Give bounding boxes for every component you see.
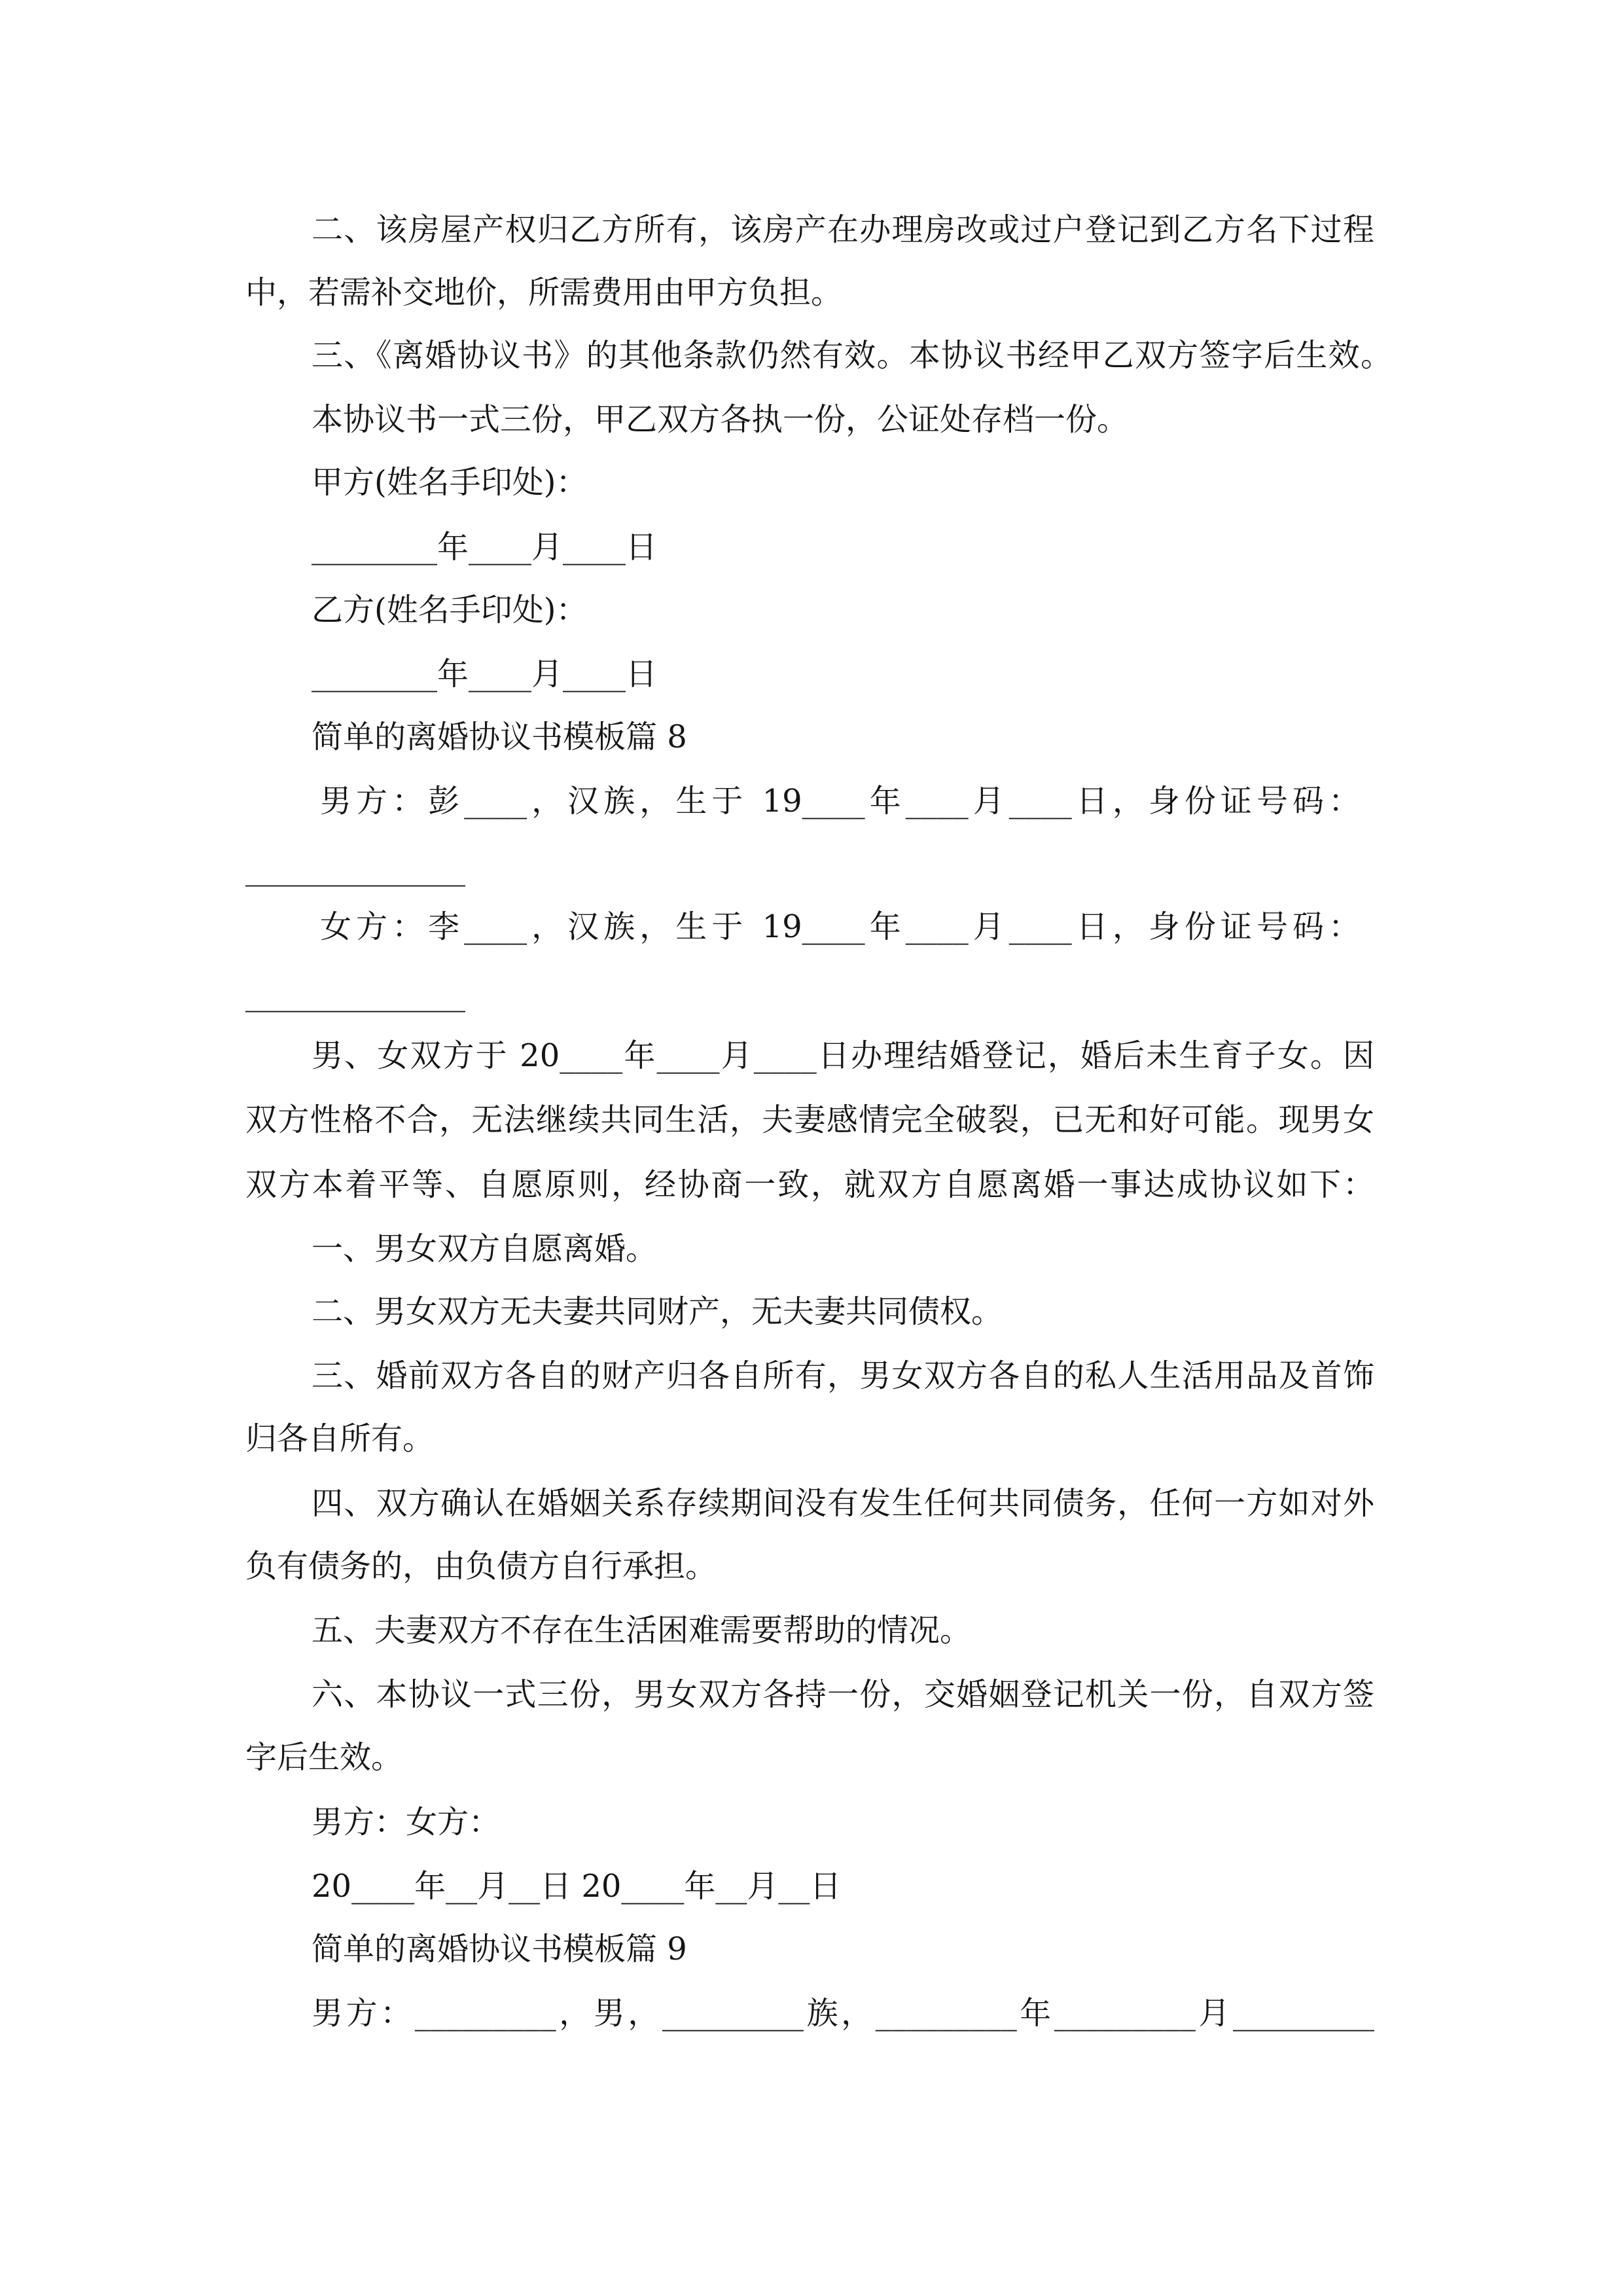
clause-3-line-1: 三、婚前双方各自的财产归各自所有，男女双方各自的私人生活用品及首饰 [312, 1357, 1374, 1394]
clause-4-line-2: 负有债务的，由负债方自行承担。 [245, 1548, 717, 1585]
male-party-info: 男方：彭____，汉族，生于 19____年____月____日，身份证号码： [320, 783, 1360, 819]
section-9-heading: 简单的离婚协议书模板篇 9 [312, 1931, 687, 1967]
intro-line-3: 双方本着平等、自愿原则，经协商一致，就双方自愿离婚一事达成协议如下： [245, 1166, 1374, 1203]
female-party-info: 女方：李____，汉族，生于 19____年____月____日，身份证号码： [320, 908, 1360, 945]
section-8-heading: 简单的离婚协议书模板篇 8 [312, 719, 687, 755]
intro-line-2: 双方性格不合，无法继续共同生活，夫妻感情完全破裂，已无和好可能。现男女 [245, 1102, 1374, 1138]
clause-6-line-1: 六、本协议一式三份，男女双方各持一份，交婚姻登记机关一份，自双方签 [312, 1676, 1374, 1713]
female-id-blank: ______________ [245, 976, 465, 1013]
clause-6-line-2: 字后生效。 [245, 1739, 403, 1776]
clause-3-line-2: 归各自所有。 [245, 1420, 435, 1457]
copies-text: 本协议书一式三份，甲乙双方各执一份，公证处存档一份。 [312, 401, 1129, 438]
male-id-blank: ______________ [245, 850, 465, 887]
clause-2-text: 二、男女双方无夫妻共同财产，无夫妻共同债权。 [312, 1293, 1003, 1330]
section-9-male-party-info: 男方：_________，男，_________族，_________年_________月_________ [312, 1995, 1374, 2032]
party-a-signature-label: 甲方(姓名手印处)： [312, 464, 588, 501]
clause-3-text: 三、《离婚协议书》的其他条款仍然有效。本协议书经甲乙双方签字后生效。 [312, 337, 1392, 374]
signature-labels: 男方：女方： [312, 1804, 501, 1840]
party-b-date-blank: ________年____月____日 [312, 656, 658, 692]
signature-dates: 20____年__月__日 20____年__月__日 [312, 1868, 842, 1905]
intro-line-1: 男、女双方于 20____年____月____日办理结婚登记，婚后未生育子女。因 [312, 1037, 1374, 1074]
clause-2-line-1: 二、该房屋产权归乙方所有，该房产在办理房改或过户登记到乙方名下过程 [312, 211, 1374, 248]
clause-1-text: 一、男女双方自愿离婚。 [312, 1230, 658, 1267]
clause-5-text: 五、夫妻双方不存在生活困难需要帮助的情况。 [312, 1612, 972, 1649]
clause-4-line-1: 四、双方确认在婚姻关系存续期间没有发生任何共同债务，任何一方如对外 [312, 1485, 1374, 1522]
clause-2-line-2: 中，若需补交地价，所需费用由甲方负担。 [245, 274, 843, 311]
party-a-date-blank: ________年____月____日 [312, 529, 658, 565]
party-b-signature-label: 乙方(姓名手印处)： [312, 592, 588, 628]
